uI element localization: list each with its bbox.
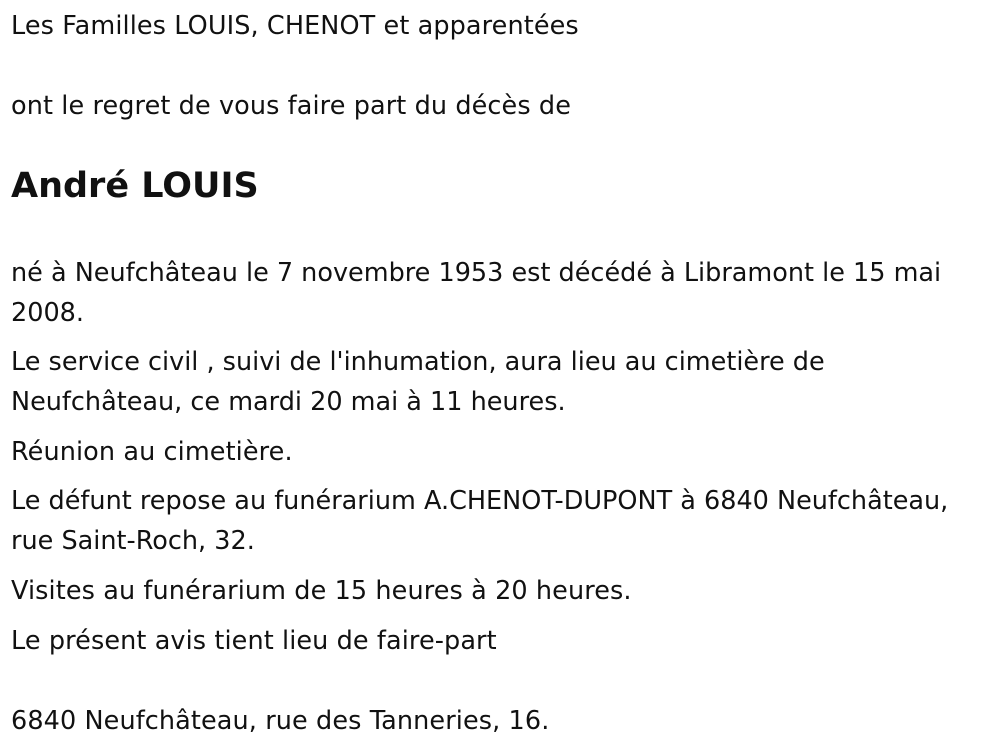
notice-statement: Le présent avis tient lieu de faire-part: [11, 626, 497, 656]
service-paragraph: Le service civil , suivi de l'inhumation, aura lieu au cimetière de Neufchâteau, ce mardi 20 mai à 11 heures.: [11, 347, 825, 417]
intro-line: ont le regret de vous faire part du décès de: [11, 91, 571, 121]
meeting-line: Réunion au cimetière.: [11, 437, 293, 467]
repose-paragraph: Le défunt repose au funérarium A.CHENOT-DUPONT à 6840 Neufchâteau, rue Saint-Roch, 32.: [11, 486, 949, 556]
families-line: Les Familles LOUIS, CHENOT et apparentées: [11, 11, 579, 41]
birth-death-paragraph: né à Neufchâteau le 7 novembre 1953 est décédé à Libramont le 15 mai 2008.: [11, 258, 942, 328]
family-address: 6840 Neufchâteau, rue des Tanneries, 16.: [11, 706, 550, 736]
visits-line: Visites au funérarium de 15 heures à 20 heures.: [11, 576, 632, 606]
deceased-name: André LOUIS: [11, 166, 259, 206]
